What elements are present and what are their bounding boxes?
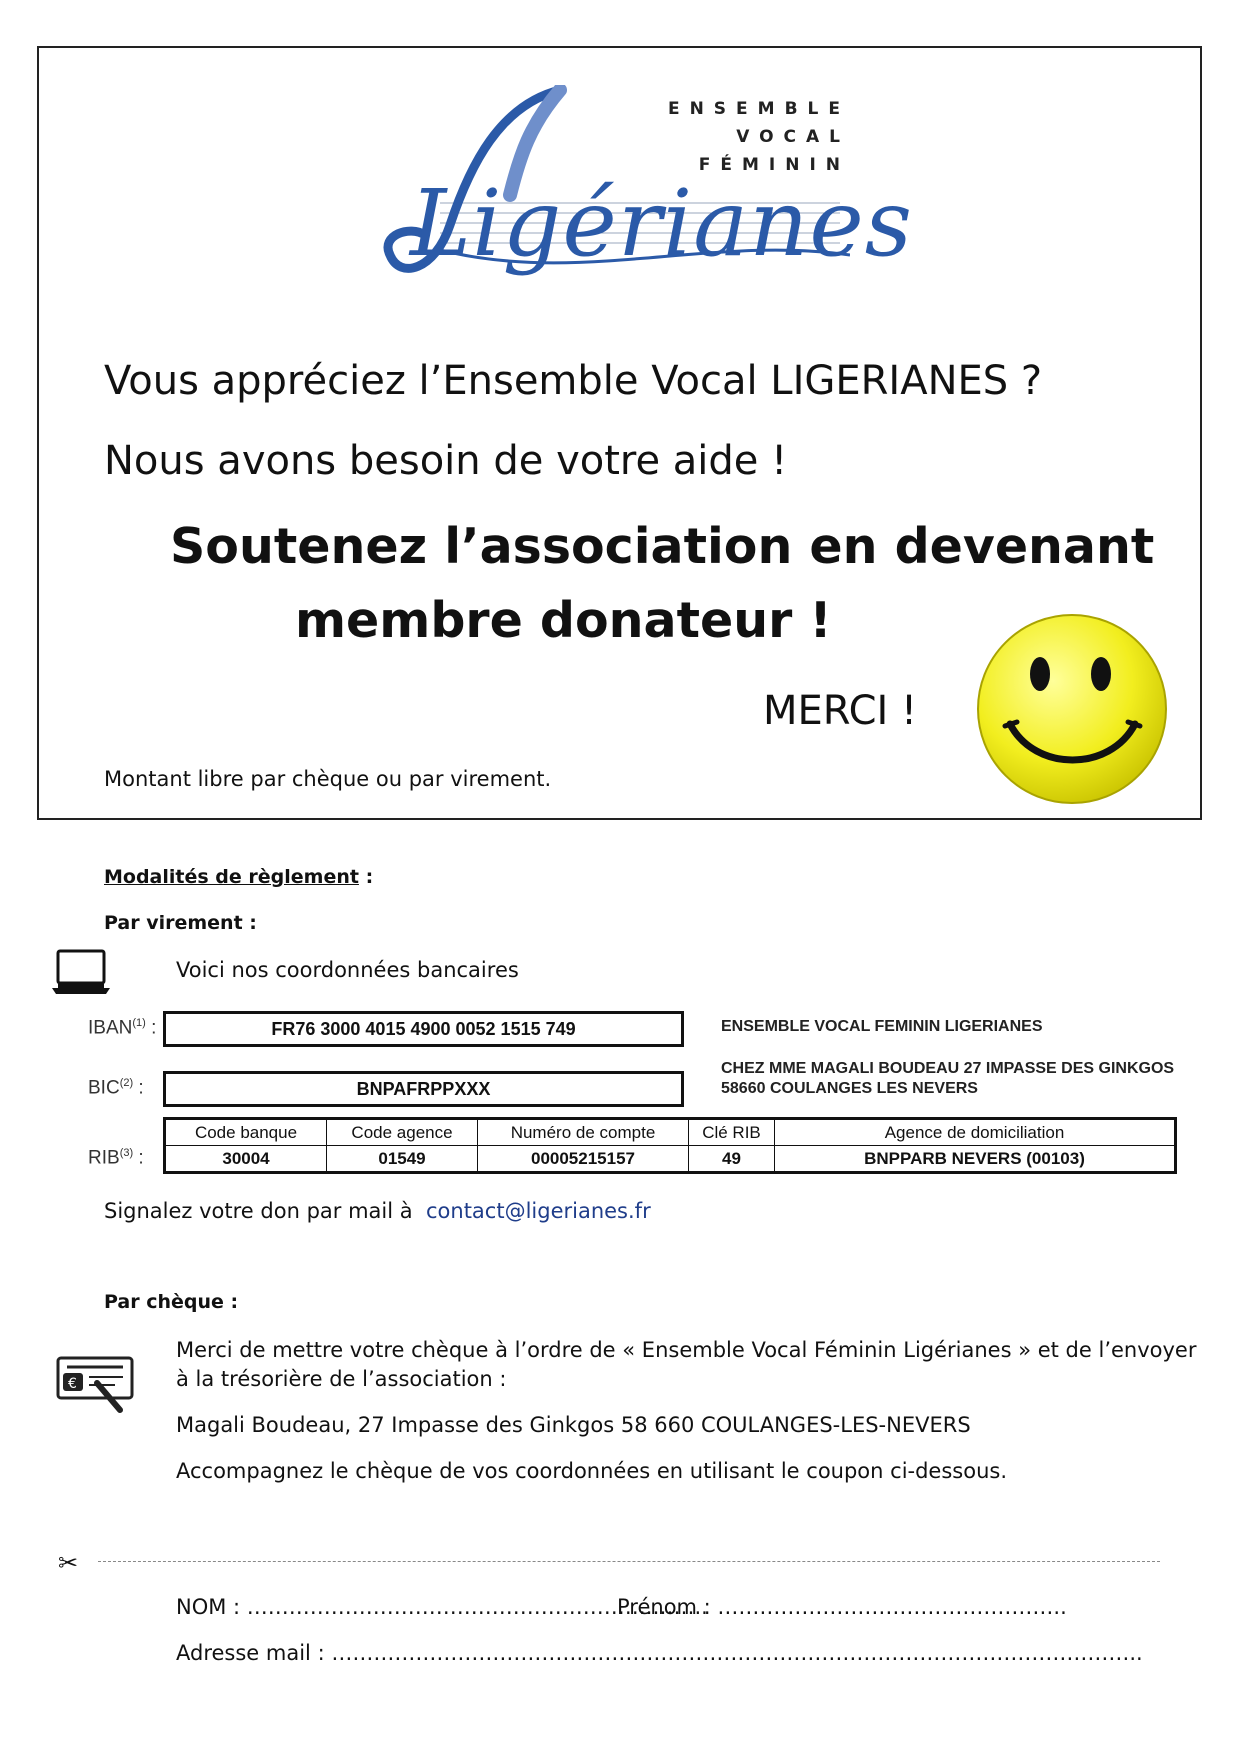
laptop-icon: [50, 948, 112, 996]
besoin-aide: Nous avons besoin de votre aide !: [104, 438, 788, 484]
bic-label-text: BIC: [88, 1077, 120, 1099]
rib-values-row: [165, 1146, 1176, 1173]
coupon-nom[interactable]: NOM : ………………………………………………….……..: [176, 1595, 708, 1619]
cheque-title: Par chèque :: [104, 1291, 239, 1313]
merci-text: MERCI !: [763, 688, 918, 734]
rib-header-cell: Code banque: [165, 1119, 327, 1146]
cheque-icon: [55, 1355, 135, 1413]
bank-holder: ENSEMBLE VOCAL FEMININ LIGERIANES: [721, 1018, 1043, 1035]
virement-intro: Voici nos coordonnées bancaires: [176, 958, 519, 982]
bank-addr-2: 58660 COULANGES LES NEVERS: [721, 1080, 978, 1097]
signal-don: [104, 1199, 651, 1223]
question-appreciez: Vous appréciez l’Ensemble Vocal LIGERIANES ?: [104, 358, 1043, 404]
svg-text:€: €: [68, 1376, 77, 1392]
cheque-address: Magali Boudeau, 27 Impasse des Ginkgos 58 660 COULANGES-LES-NEVERS: [176, 1413, 971, 1437]
smiley-icon: [975, 612, 1169, 806]
logo-wordmark-visible: Ligérianes: [410, 170, 914, 277]
iban-label-text: IBAN: [88, 1017, 133, 1039]
cheque-line-1: Merci de mettre votre chèque à l’ordre de « Ensemble Vocal Féminin Ligérianes » et de l’envoyer: [176, 1338, 1197, 1362]
signal-text: Signalez votre don par mail à: [104, 1199, 413, 1223]
rib-header-row: [165, 1119, 1176, 1146]
logo: [380, 85, 914, 295]
logo-vocal: VOCAL: [736, 127, 850, 147]
cheque-line-2: à la trésorière de l’association :: [176, 1367, 507, 1391]
coupon-mail[interactable]: Adresse mail : ……………………………………………………………………………………………………..: [176, 1641, 1143, 1665]
rib-sup: (3): [119, 1147, 134, 1159]
email-link[interactable]: contact@ligerianes.fr: [425, 1199, 651, 1223]
bic-sup: (2): [119, 1077, 134, 1089]
iban-label: IBAN$^{(1)}$ :: [88, 1017, 157, 1039]
modalites-title-suffix: :: [358, 866, 374, 888]
bic-label: BIC$^{(2)}$ :: [88, 1077, 144, 1099]
rib-value-cell: 00005215157: [478, 1146, 689, 1173]
rib-label: RIB$^{(3)}$ :: [88, 1147, 144, 1169]
rib-header-cell: Clé RIB: [689, 1119, 775, 1146]
rib-header-cell: Agence de domiciliation: [775, 1119, 1176, 1146]
support-line-2: membre donateur !: [295, 592, 832, 649]
support-line-1: Soutenez l’association en devenant: [170, 518, 1155, 575]
modalites-title: [104, 866, 373, 888]
rib-table: [163, 1117, 1177, 1174]
logo-feminin: FÉMININ: [698, 155, 850, 175]
cheque-coupon: Accompagnez le chèque de vos coordonnées en utilisant le coupon ci-dessous.: [176, 1459, 1008, 1483]
cut-line: [98, 1561, 1160, 1562]
rib-header-cell: Code agence: [327, 1119, 478, 1146]
bank-addr-1: CHEZ MME MAGALI BOUDEAU 27 IMPASSE DES GINKGOS: [721, 1060, 1175, 1077]
montant-libre: Montant libre par chèque ou par virement.: [104, 767, 552, 791]
scissors-icon: ✂: [58, 1549, 79, 1577]
rib-value-cell: 01549: [327, 1146, 478, 1173]
coupon-prenom[interactable]: Prénom : …………………………………………..: [617, 1595, 1067, 1619]
rib-header-cell: Numéro de compte: [478, 1119, 689, 1146]
rib-value-cell: 30004: [165, 1146, 327, 1173]
rib-value-cell: 49: [689, 1146, 775, 1173]
virement-title: Par virement :: [104, 912, 257, 934]
modalites-title-text: Modalités de règlement: [104, 866, 359, 888]
iban-sup: (1): [132, 1017, 146, 1029]
bic-box: BNPAFRPPXXX: [163, 1071, 684, 1107]
rib-label-text: RIB: [88, 1147, 120, 1169]
logo-ensemble: ENSEMBLE: [667, 99, 850, 119]
rib-value-cell: BNPPARB NEVERS (00103): [775, 1146, 1176, 1173]
iban-box: FR76 3000 4015 4900 0052 1515 749: [163, 1011, 684, 1047]
